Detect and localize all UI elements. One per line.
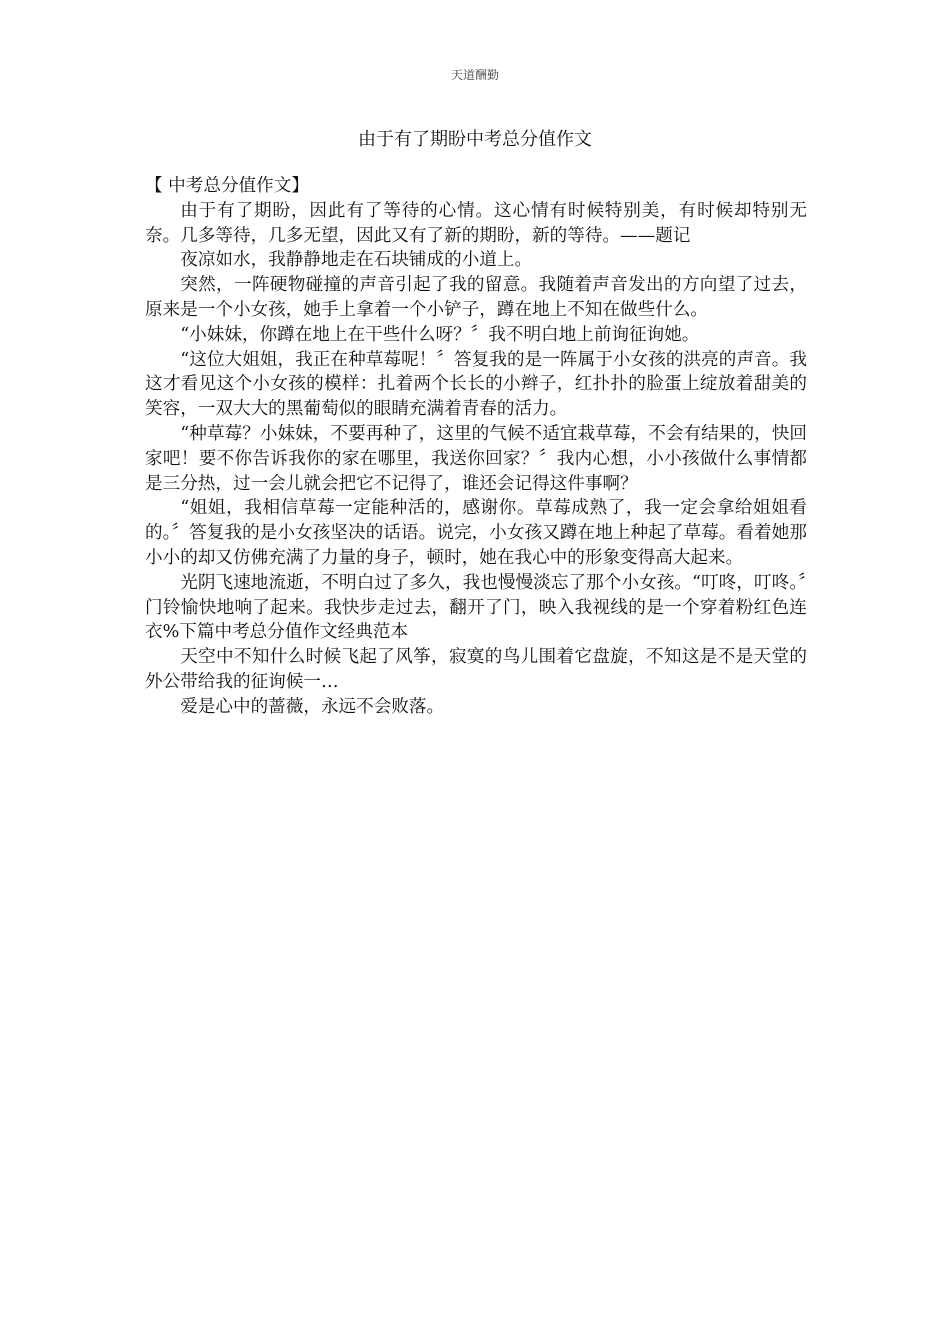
paragraph: “这位大姐姐，我正在种草莓呢！〞答复我的是一阵属于小女孩的洪亮的声音。我这才看见这个小女孩的模样：扎着两个长长的小辫子，红扑扑的脸蛋上绽放着甜美的笑容，一双大大的黑葡萄似的眼睛充满着青春的活力。 [145, 349, 807, 420]
paragraph: 光阴飞速地流逝，不明白过了多久，我也慢慢淡忘了那个小女孩。“叮咚，叮咚。〞门铃愉快地响了起来。我快步走过去，翻开了门，映入我视线的是一个穿着粉红色连衣%下篇中考总分值作文经典范本 [145, 572, 807, 643]
paragraph: 天空中不知什么时候飞起了风筝，寂寞的鸟儿围着它盘旋，不知这是不是天堂的外公带给我的征询候一… [145, 647, 807, 692]
paragraph: 夜凉如水，我静静地走在石块铺成的小道上。 [180, 250, 533, 271]
paragraph: “姐姐，我相信草莓一定能种活的，感谢你。草莓成熟了，我一定会拿给姐姐看的。〞答复我的是小女孩坚决的话语。说完，小女孩又蹲在地上种起了草莓。看着她那小小的却又仿佛充满了力量的身子，顿时，她在我心中的形象变得高大起来。 [145, 498, 807, 568]
page-header: 天道酬勤 [450, 68, 499, 82]
paragraph: 突然，一阵硬物碰撞的声音引起了我的留意。我随着声音发出的方向望了过去，原来是一个小女孩，她手上拿着一个小铲子，蹲在地上不知在做些什么。 [145, 275, 807, 320]
paragraph: “种草莓？小妹妹，不要再种了，这里的气候不适宜栽草莓，不会有结果的，快回家吧！要不你告诉我你的家在哪里，我送你回家？〞我内心想，小小孩做什么事情都是三分热，过一会儿就会把它不记得了，谁还会记得这件事啊？ [145, 423, 807, 494]
paragraph-closing: 爱是心中的蔷薇，永远不会败落。 [180, 696, 445, 717]
section-heading: 【 中考总分值作文】 [145, 176, 309, 196]
paragraph: “小妹妹，你蹲在地上在干些什么呀？〞我不明白地上前询征询她。 [180, 324, 700, 345]
document-body [145, 174, 807, 720]
paragraph-preface: 由于有了期盼，因此有了等待的心情。这心情有时候特别美，有时候却特别无奈。几多等待，几多无望，因此又有了新的期盼，新的等待。——题记 [145, 200, 807, 246]
document-title: 由于有了期盼中考总分值作文 [358, 129, 592, 150]
